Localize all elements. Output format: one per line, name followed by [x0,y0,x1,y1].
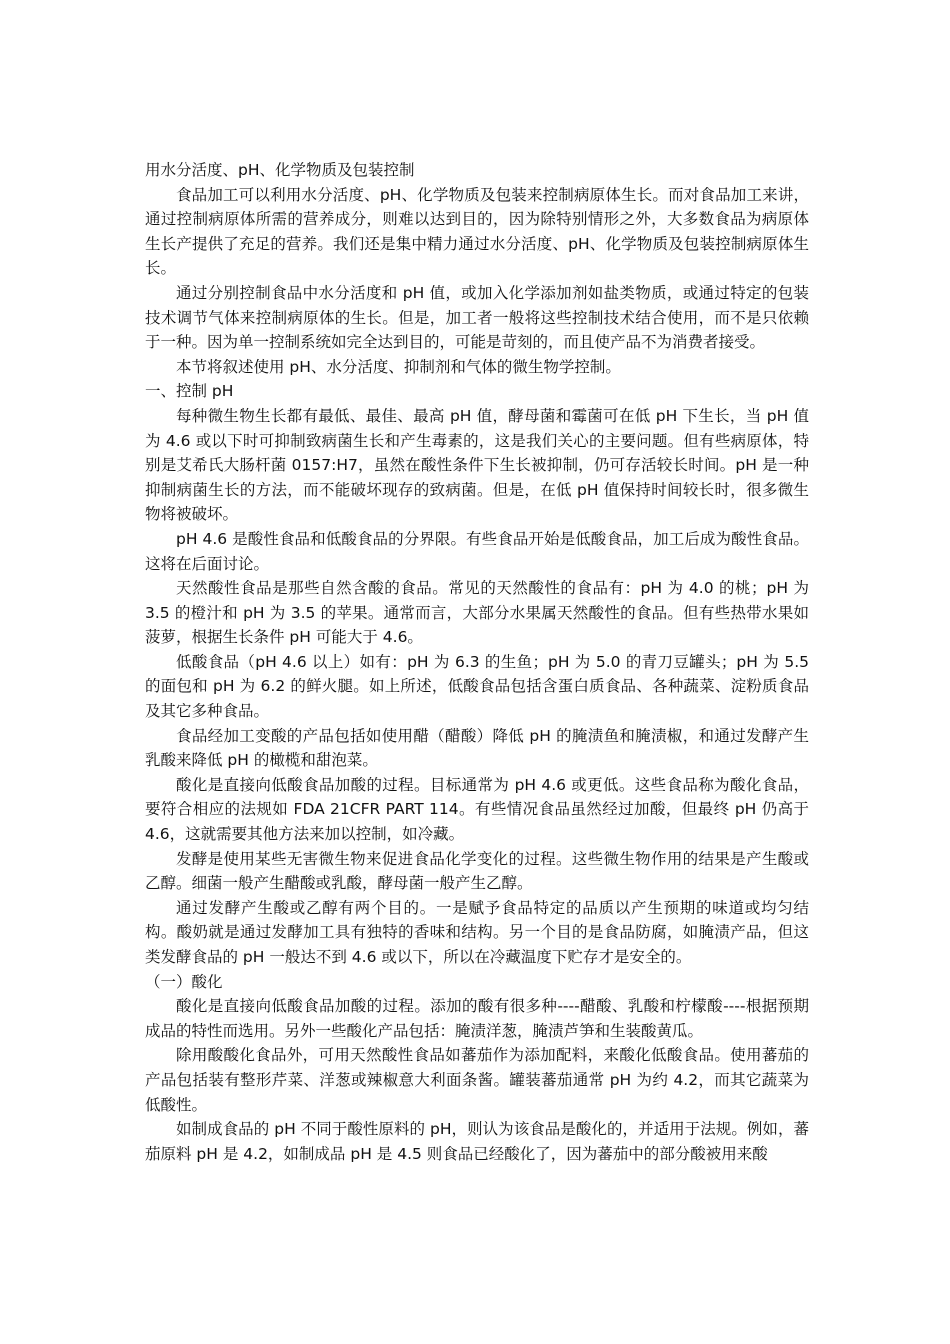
paragraph: pH 4.6 是酸性食品和低酸食品的分界限。有些食品开始是低酸食品，加工后成为酸性食品。这将在后面讨论。 [145,529,809,573]
paragraph: 本节将叙述使用 pH、水分活度、抑制剂和气体的微生物学控制。 [176,357,621,376]
paragraph: 食品经加工变酸的产品包括如使用醋（醋酸）降低 pH 的腌渍鱼和腌渍椒，和通过发酵产生乳酸来降低 pH 的橄榄和甜泡菜。 [145,726,809,770]
paragraph: 发酵是使用某些无害微生物来促进食品化学变化的过程。这些微生物作用的结果是产生酸或乙醇。细菌一般产生醋酸或乳酸，酵母菌一般产生乙醇。 [145,849,809,893]
document-title: 用水分活度、pH、化学物质及包装控制 [145,161,415,179]
paragraph: 每种微生物生长都有最低、最佳、最高 pH 值，酵母菌和霉菌可在低 pH 下生长，当 pH 值为 4.6 或以下时可抑制致病菌生长和产生毒素的，这是我们关心的主要问题。但有些病原体，特别是艾希氏大肠杆菌 0157:H7，虽然在酸性条件下生长被抑制，仍可存活较长时间。pH 是一种抑制病菌生长的方法，而不能破坏现存的致病菌。但是，在低 pH 值保持时间较长时，很多微生物将被破坏。 [145,406,809,524]
paragraph: 天然酸性食品是那些自然含酸的食品。常见的天然酸性的食品有：pH 为 4.0 的桃；pH 为 3.5 的橙汁和 pH 为 3.5 的苹果。通常而言，大部分水果属天然酸性的食品。但有些热带水果如菠萝，根据生长条件 pH 可能大于 4.6。 [145,579,809,647]
paragraph: 食品加工可以利用水分活度、pH、化学物质及包装来控制病原体生长。而对食品加工来讲，通过控制病原体所需的营养成分，则难以达到目的，因为除特别情形之外，大多数食品为病原体生长产提供了充足的营养。我们还是集中精力通过水分活度、pH、化学物质及包装控制病原体生长。 [145,185,809,278]
document-body [145,183,809,1167]
subsection-heading: （一）酸化 [145,972,223,991]
paragraph: 如制成食品的 pH 不同于酸性原料的 pH，则认为该食品是酸化的，并适用于法规。例如，蕃茄原料 pH 是 4.2，如制成品 pH 是 4.5 则食品已经酸化了，因为蕃茄中的部分酸被用来酸 [145,1120,809,1163]
paragraph: 通过发酵产生酸或乙醇有两个目的。一是赋予食品特定的品质以产生预期的味道或均匀结构。酸奶就是通过发酵加工具有独特的香味和结构。另一个目的是食品防腐，如腌渍产品，但这类发酵食品的 pH 一般达不到 4.6 或以下，所以在冷藏温度下贮存才是安全的。 [145,898,809,966]
paragraph: 除用酸酸化食品外，可用天然酸性食品如蕃茄作为添加配料，来酸化低酸食品。使用蕃茄的产品包括装有整形芹菜、洋葱或辣椒意大利面条酱。罐装蕃茄通常 pH 为约 4.2，而其它蔬菜为低酸性。 [145,1046,809,1114]
paragraph: 低酸食品（pH 4.6 以上）如有：pH 为 6.3 的生鱼；pH 为 5.0 的青刀豆罐头；pH 为 5.5 的面包和 pH 为 6.2 的鲜火腿。如上所述，低酸食品包括含蛋白质食品、各种蔬菜、淀粉质食品及其它多种食品。 [145,652,809,721]
paragraph: 通过分别控制食品中水分活度和 pH 值，或加入化学添加剂如盐类物质，或通过特定的包装技术调节气体来控制病原体的生长。但是，加工者一般将这些控制技术结合使用，而不是只依赖于一种。因为单一控制系统如完全达到目的，可能是苛刻的，而且使产品不为消费者接受。 [145,283,809,352]
paragraph: 酸化是直接向低酸食品加酸的过程。目标通常为 pH 4.6 或更低。这些食品称为酸化食品，要符合相应的法规如 FDA 21CFR PART 114。有些情况食品虽然经过加酸，但最终 pH 仍高于 4.6，这就需要其他方法来加以控制，如冷藏。 [145,775,809,844]
document-page [145,158,809,1166]
paragraph: 酸化是直接向低酸食品加酸的过程。添加的酸有很多种----醋酸、乳酸和柠檬酸----根据预期成品的特性而选用。另外一些酸化产品包括：腌渍洋葱，腌渍芦笋和生装酸黄瓜。 [145,997,809,1040]
section-heading: 一、控制 pH [145,382,234,401]
